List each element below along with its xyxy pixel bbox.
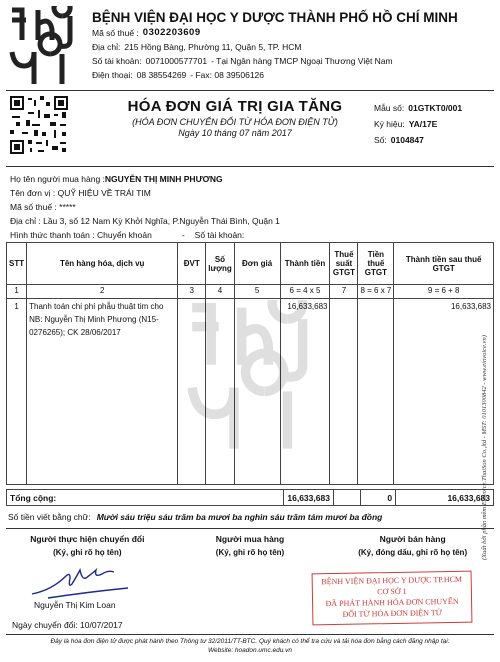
signature-block (6, 528, 494, 557)
stamp-line-4: ĐỔI TỪ HÓA ĐƠN ĐIỆN TỬ (342, 608, 443, 619)
handwritten-signature (28, 562, 140, 602)
form-number: 01GTKT0/001 (408, 103, 463, 113)
invoice-date: Ngày 10 tháng 07 năm 2017 (178, 128, 292, 138)
header-divider (6, 90, 494, 91)
invoice-number: 0104847 (390, 135, 424, 145)
totals-row (7, 490, 494, 506)
col-header: STT (7, 243, 27, 285)
col-header: Thuế suất GTGT (330, 243, 358, 285)
col-header: Đơn giá (234, 243, 280, 285)
row-description: Thanh toán chi phí phẫu thuật tim cho NB: Nguyễn Thị Minh Phương (N15-0276265); CK 28/06/2017 (27, 299, 178, 485)
buyer-unit-label: Tên đơn vị : (10, 188, 56, 198)
invoice-title: HÓA ĐƠN GIÁ TRỊ GIA TĂNG (127, 98, 343, 115)
address-label: Địa chỉ: (92, 42, 121, 52)
buyer-account-label: Số tài khoản: (194, 230, 245, 240)
stamp-line-3: ĐÃ PHÁT HÀNH HÓA ĐƠN CHUYỂN (325, 596, 459, 609)
index-cell: 3 (178, 285, 206, 299)
stamp-line-2: CƠ SỞ 1 (377, 586, 407, 597)
sig-executor-sub: (Ký, ghi rõ họ tên) (53, 548, 122, 557)
totals-amount: 16,633,683 (284, 490, 334, 506)
convert-date: Ngày chuyển đổi: 10/07/2017 (12, 620, 123, 630)
index-cell: 2 (27, 285, 178, 299)
buyer-address-label: Địa chỉ : (10, 216, 41, 226)
col-header: Thành tiền (280, 243, 330, 285)
buyer-unit: QUỸ HIỆU VỀ TRÁI TIM (57, 188, 151, 198)
invoice-meta (374, 100, 462, 148)
index-cell: 1 (7, 285, 27, 299)
tax-code: 0302203609 (142, 27, 201, 38)
totals-table (6, 489, 494, 506)
index-cell: 8 = 6 x 7 (358, 285, 394, 299)
buyer-name-label: Họ tên người mua hàng : (10, 174, 105, 184)
row-tax (358, 299, 394, 485)
sig-executor-title: Người thực hiện chuyển đổi (30, 534, 145, 544)
hospital-name: BỆNH VIỆN ĐẠI HỌC Y DƯỢC THÀNH PHỐ HỒ CHÍ MINH (92, 10, 458, 25)
account-label: Số tài khoản: (92, 56, 142, 66)
buyer-name: NGUYỄN THỊ MINH PHƯƠNG (104, 174, 223, 184)
stamp-line-1: BỆNH VIỆN ĐẠI HỌC Y DƯỢC TP.HCM (321, 574, 463, 587)
col-header: Số lượng (206, 243, 234, 285)
side-text: (Xuất bởi phần mềm Einvoice.ThaiSon Co.,ltd - MST: 0101300842 - www.einvoice.vn) (481, 335, 488, 560)
payment-label: Hình thức thanh toán : (10, 230, 95, 240)
sig-buyer-title: Người mua hàng (215, 534, 285, 544)
row-after-tax: 16,633,683 (394, 299, 494, 485)
number-label: Số: (374, 135, 387, 145)
table-header-row (7, 243, 494, 285)
col-header: Tiền thuế GTGT (358, 243, 394, 285)
index-cell: 9 = 6 + 8 (394, 285, 494, 299)
buyer-tax: ***** (59, 202, 76, 212)
footer-line-2: Website: hoadon.umc.edu.vn (207, 647, 293, 654)
sig-seller-sub: (Ký, đóng dấu, ghi rõ họ tên) (358, 548, 468, 557)
stamp (312, 571, 473, 626)
hospital-fax: - Fax: 08 39506126 (190, 70, 265, 80)
index-cell: 6 = 4 x 5 (280, 285, 330, 299)
words-value: Mười sáu triệu sáu trăm ba mươi ba nghìn sáu trăm tám mươi ba đồng (96, 512, 383, 522)
buyer-dash: - (181, 230, 185, 240)
footer-line-1: Đây là hóa đơn điện tử được phát hành theo Thông tư 32/2011/TT-BTC. Quý khách có thể tra cứu và tải hóa đơn bằng cách đăng nhập tại: (50, 638, 450, 645)
table-index-row (7, 285, 494, 299)
col-header: Tên hàng hóa, dịch vụ (27, 243, 178, 285)
side-vertical-text (476, 160, 490, 560)
totals-label: Tổng cộng: (7, 490, 284, 506)
sig-seller-title: Người bán hàng (379, 534, 446, 544)
hospital-address: 215 Hồng Bàng, Phường 11, Quận 5, TP. HCM (124, 42, 302, 52)
tax-label: Mã số thuế : (92, 28, 139, 38)
invoice-subtitle: (HÓA ĐƠN CHUYỂN ĐỔI TỪ HÓA ĐƠN ĐIỆN TỬ) (132, 117, 338, 127)
invoice-symbol: YA/17E (408, 119, 438, 129)
hospital-logo (6, 6, 84, 90)
hospital-account: 0071000577701 (145, 56, 208, 66)
totals-after-tax: 16,633,683 (396, 490, 494, 506)
index-cell: 7 (330, 285, 358, 299)
sig-buyer (169, 533, 332, 557)
buyer-tax-label: Mã số thuế : (10, 202, 57, 212)
row-tax-rate (330, 299, 358, 485)
sig-buyer-sub: (Ký, ghi rõ họ tên) (215, 548, 285, 557)
hospital-bank: - Tại Ngân hàng TMCP Ngoại Thương Việt Nam (211, 56, 393, 66)
totals-tax: 0 (361, 490, 396, 506)
footer (6, 634, 494, 655)
amount-in-words (8, 512, 492, 522)
col-header: Thành tiền sau thuế GTGT (394, 243, 494, 285)
executor-name: Nguyễn Thị Kim Loan (34, 600, 116, 610)
qr-code (10, 96, 68, 154)
symbol-label: Ký hiệu: (374, 119, 405, 129)
buyer-info (10, 172, 492, 242)
invoice-title-block (110, 98, 360, 138)
index-cell: 4 (206, 285, 234, 299)
form-label: Mẫu số: (374, 103, 405, 113)
row-stt: 1 (7, 299, 27, 485)
sig-executor (6, 533, 169, 557)
hospital-phone: 08 38554269 (136, 70, 187, 80)
payment-method: Chuyển khoản (96, 230, 152, 240)
buyer-divider (6, 166, 494, 167)
col-header: ĐVT (178, 243, 206, 285)
buyer-address: Lầu 3, số 12 Nam Kỳ Khởi Nghĩa, P.Nguyễn Thái Bình, Quận 1 (43, 216, 280, 226)
index-cell: 5 (234, 285, 280, 299)
phone-label: Điện thoại: (92, 70, 133, 80)
sig-seller (331, 533, 494, 557)
words-label: Số tiền viết bằng chữ: (8, 512, 91, 522)
row-amount: 16,633,683 (280, 299, 330, 485)
hospital-header (92, 10, 494, 82)
totals-empty (333, 490, 360, 506)
watermark-logo (180, 300, 330, 460)
